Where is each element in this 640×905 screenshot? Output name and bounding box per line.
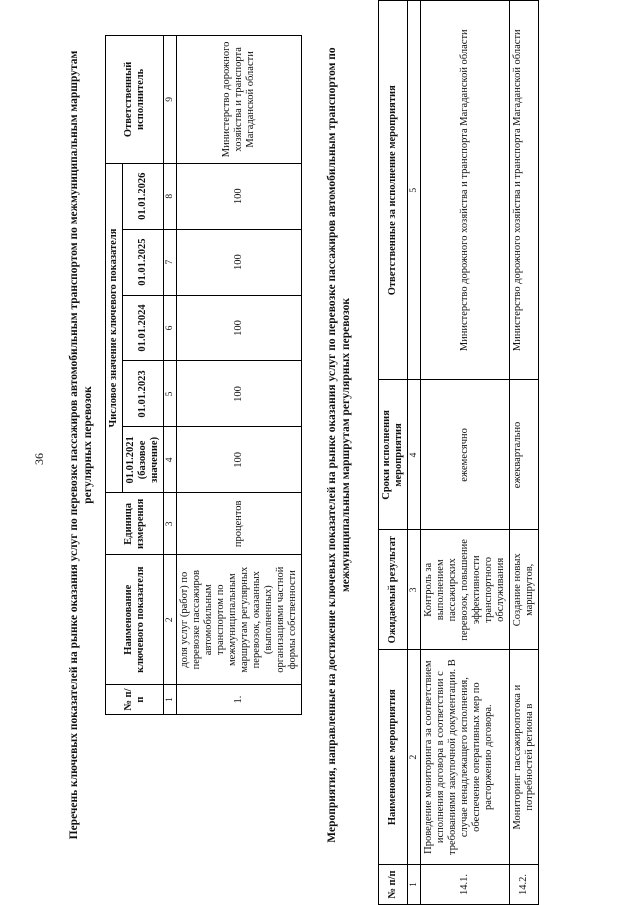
value-base: 100 [177, 427, 302, 493]
measure-name: Проведение мониторинга за соответствием исполнения договора в соответствии с требованиями закупочной документации. В случае ненадлежащего исполнения, обеспечение оперативных мер по расторжению договора. [421, 650, 510, 865]
th-2025: 01.01.2025 [123, 229, 164, 295]
th-value-group: Числовое значение ключевого показателя [106, 163, 123, 493]
value-2023: 100 [177, 361, 302, 427]
row-num: 1. [177, 685, 302, 715]
expected-result: Контроль за выполнением пассажирских перевозок, повышение эффективности транспортного обслуживания [421, 530, 510, 650]
colnum: 5 [164, 361, 177, 427]
column-number-row [164, 36, 177, 715]
colnum: 3 [164, 493, 177, 555]
th-responsible: Ответственные за исполнение мероприятия [379, 1, 408, 381]
th-measure-name: Наименование мероприятия [379, 650, 408, 865]
table-row [510, 1, 539, 905]
table-row [177, 36, 302, 715]
column-number-row [408, 1, 421, 905]
measure-name: Мониторинг пассажиропотока и потребностей региона в [510, 650, 539, 865]
responsible: Министерство дорожного хозяйства и транспорта Магаданской области [510, 1, 539, 381]
th-num: № п/п [379, 865, 408, 905]
terms: ежемесячно [421, 380, 510, 530]
th-2023: 01.01.2023 [123, 361, 164, 427]
expected-result: Создание новых маршрутов, [510, 530, 539, 650]
row-num: 14.2. [510, 865, 539, 905]
value-2024: 100 [177, 295, 302, 361]
indicator-name: доля услуг (работ) по перевозке пассажиров автомобильным транспортом по межмуниципальным маршрутам регулярных перевозок, оказанных (выполненных) организациями частной формы собственности [177, 555, 302, 685]
colnum: 6 [164, 295, 177, 361]
th-num: № п/п [106, 685, 164, 715]
th-responsible: Ответственный исполнитель [106, 36, 164, 164]
page-number: 36 [32, 453, 46, 465]
row-num: 14.1. [421, 865, 510, 905]
responsible: Министерство дорожного хозяйства и транспорта Магаданской области [177, 36, 302, 164]
key-indicators-table [105, 35, 302, 715]
value-2025: 100 [177, 229, 302, 295]
colnum: 4 [164, 427, 177, 493]
colnum: 1 [408, 865, 421, 905]
table2-title: Мероприятия, направленные на достижение ключевых показателей на рынке оказания услуг по перевозке пассажиров автомобильным транспортом по межмуниципальным маршрутам регулярных перевозок [326, 47, 352, 843]
th-2024: 01.01.2024 [123, 295, 164, 361]
table1-title: Перечень ключевых показателей на рынке оказания услуг по перевозке пассажиров автомобильным транспортом по межмуниципальным маршрутам регулярных перевозок [68, 50, 94, 840]
colnum: 5 [408, 1, 421, 381]
terms: ежеквартально [510, 380, 539, 530]
unit: процентов [177, 493, 302, 555]
th-terms: Сроки исполнения мероприятия [379, 380, 408, 530]
th-unit: Единица измерения [106, 493, 164, 555]
colnum: 4 [408, 380, 421, 530]
th-base-value: 01.01.2021 (базовое значение) [123, 427, 164, 493]
th-expected-result: Ожидаемый результат [379, 530, 408, 650]
th-indicator-name: Наименование ключевого показателя [106, 555, 164, 685]
th-2026: 01.01.2026 [123, 163, 164, 229]
colnum: 3 [408, 530, 421, 650]
table-row [421, 1, 510, 905]
colnum: 9 [164, 36, 177, 164]
measures-table [378, 0, 539, 905]
colnum: 2 [408, 650, 421, 865]
colnum: 8 [164, 163, 177, 229]
colnum: 2 [164, 555, 177, 685]
responsible: Министерство дорожного хозяйства и транспорта Магаданской области [421, 1, 510, 381]
colnum: 1 [164, 685, 177, 715]
colnum: 7 [164, 229, 177, 295]
value-2026: 100 [177, 163, 302, 229]
